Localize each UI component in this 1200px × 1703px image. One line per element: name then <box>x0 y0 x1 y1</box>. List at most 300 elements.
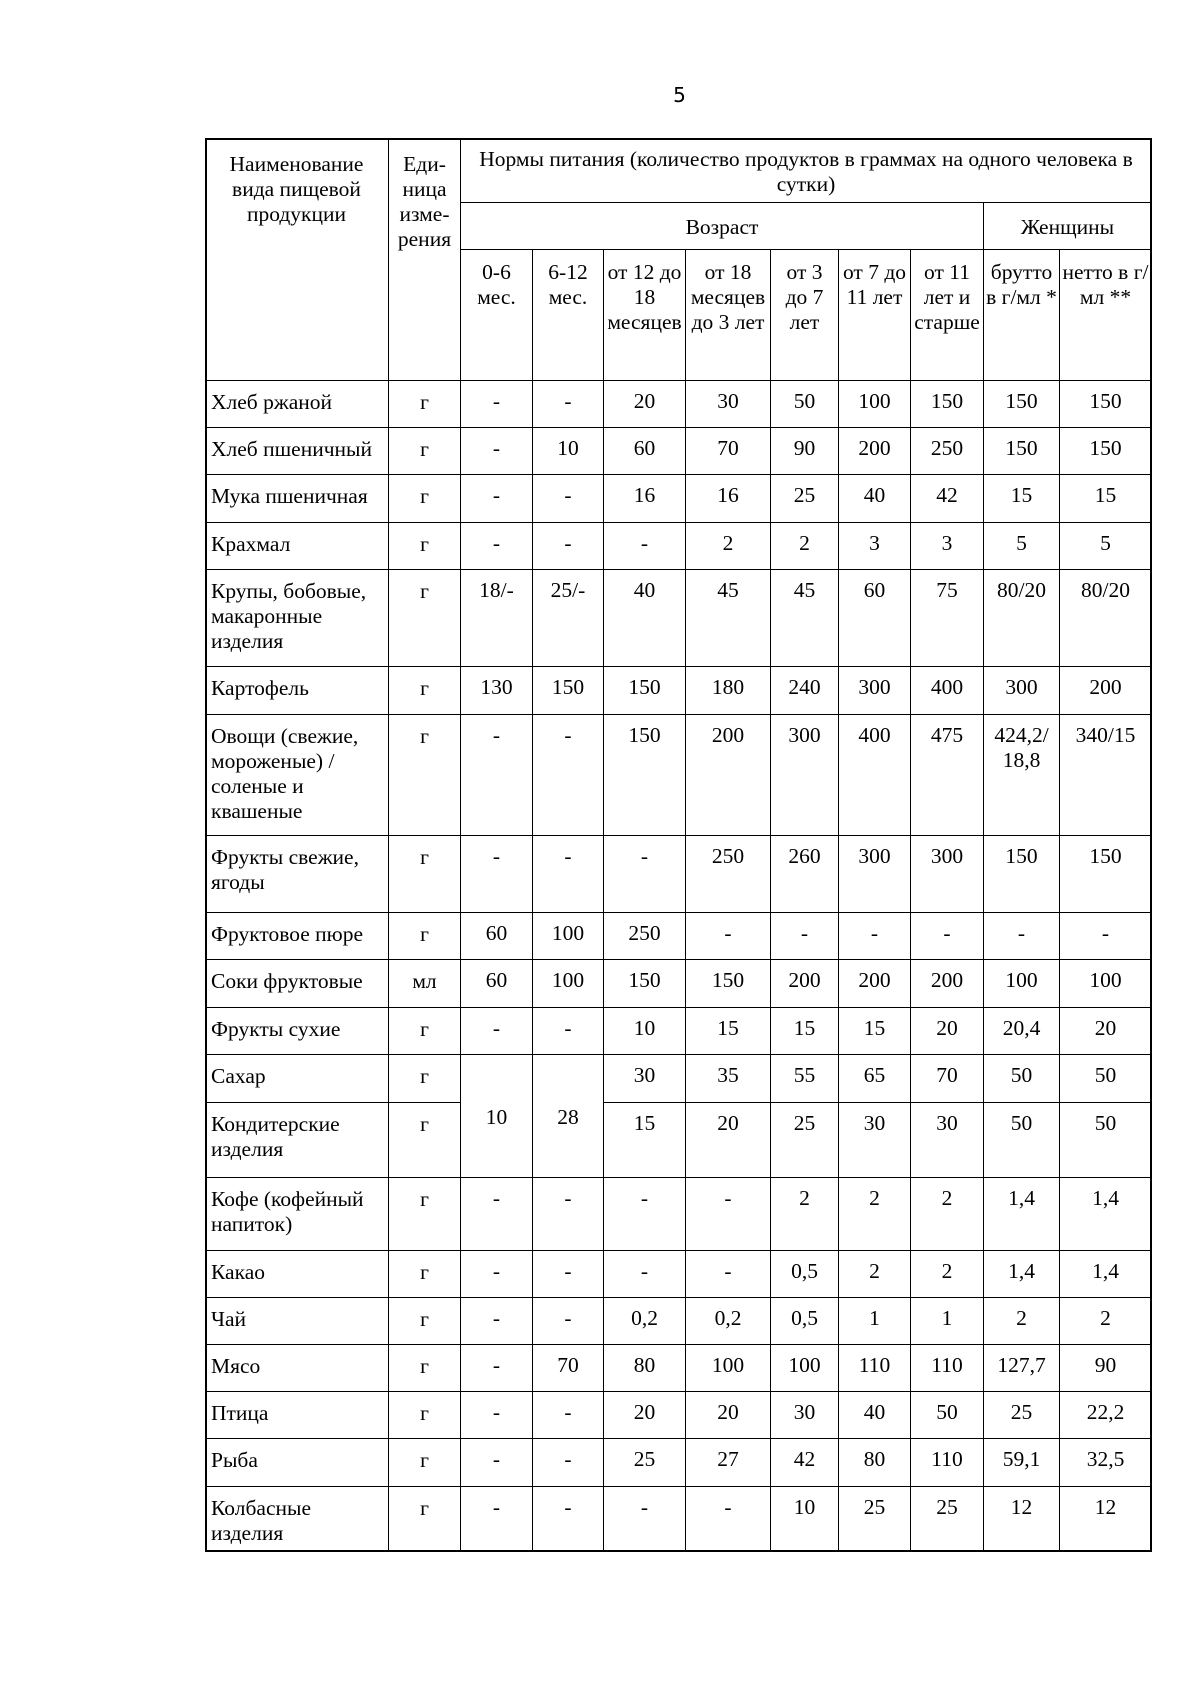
row-11-col-9 <box>1060 1008 1152 1055</box>
row-6-col-9 <box>1060 667 1152 715</box>
row-14-col-4-text: - <box>724 1186 732 1210</box>
row-9-unit <box>389 913 461 960</box>
row-5-name <box>205 570 389 667</box>
row-14-col-3 <box>604 1178 686 1251</box>
row-12-col-4 <box>686 1055 771 1103</box>
row-13-col-4 <box>686 1103 771 1178</box>
row-10-col-5 <box>771 960 839 1008</box>
row-17-col-1 <box>461 1345 533 1392</box>
row-12-col-5-text: 55 <box>793 1063 816 1087</box>
header-age-col-2-text: 6-12 мес. <box>548 260 588 309</box>
row-20-col-6 <box>839 1487 911 1551</box>
row-4-col-9 <box>1060 523 1152 570</box>
row-13-name <box>205 1103 389 1178</box>
row-11-col-1 <box>461 1008 533 1055</box>
row-10-col-3 <box>604 960 686 1008</box>
row-3-col-5 <box>771 475 839 523</box>
row-13-col-8-text: 50 <box>1010 1111 1033 1135</box>
row-16-col-3-text: 0,2 <box>631 1306 658 1330</box>
row-18-col-3-text: 20 <box>633 1400 656 1424</box>
row-12-col-6-text: 65 <box>863 1063 886 1087</box>
row-20-col-7 <box>911 1487 984 1551</box>
row-14-col-9-text: 1,4 <box>1092 1186 1119 1210</box>
row-7-name-text: Овощи (свежие, мороженые) / соленые и квашеные <box>211 724 359 823</box>
row-14-unit <box>389 1178 461 1251</box>
row-17-col-6 <box>839 1345 911 1392</box>
row-3-col-4-text: 16 <box>717 483 739 507</box>
row-10-col-3-text: 150 <box>628 968 661 992</box>
row-15-col-2-text: - <box>564 1259 572 1283</box>
row-3-col-6 <box>839 475 911 523</box>
row-12-col-9-text: 50 <box>1094 1063 1117 1087</box>
row-20-col-5-text: 10 <box>793 1495 816 1519</box>
header-unit-text: Еди-ница изме-рения <box>397 152 452 251</box>
row-20-name-text: Колбасные изделия <box>211 1496 311 1545</box>
row-18-col-4-text: 20 <box>717 1400 739 1424</box>
row-7-unit-text: г <box>420 724 429 748</box>
header-age-col-6 <box>839 250 911 381</box>
row-4-col-1 <box>461 523 533 570</box>
row-15-name <box>205 1251 389 1298</box>
row-1-col-4 <box>686 381 771 428</box>
row-4-col-8-text: 5 <box>1016 531 1027 555</box>
row-14-col-5-text: 2 <box>799 1186 810 1210</box>
row-8-col-5 <box>771 836 839 913</box>
row-11-name <box>205 1008 389 1055</box>
row-16-col-8 <box>984 1298 1060 1345</box>
row-8-unit <box>389 836 461 913</box>
row-10-unit <box>389 960 461 1008</box>
row-6-col-4 <box>686 667 771 715</box>
row-20-col-5 <box>771 1487 839 1551</box>
row-3-unit <box>389 475 461 523</box>
merged-sugar-confectionery-col-1 <box>461 1055 533 1178</box>
row-16-name <box>205 1298 389 1345</box>
row-15-col-7-text: 2 <box>941 1259 953 1283</box>
row-1-col-7-text: 150 <box>930 389 964 413</box>
row-7-col-6 <box>839 715 911 836</box>
row-3-col-3 <box>604 475 686 523</box>
row-6-col-5 <box>771 667 839 715</box>
row-18-col-8 <box>984 1392 1060 1439</box>
row-13-col-9-text: 50 <box>1094 1111 1117 1135</box>
row-17-unit <box>389 1345 461 1392</box>
header-product-name-text: Наименование вида пищевой продукции <box>229 152 364 226</box>
row-5-col-2 <box>533 570 604 667</box>
row-11-col-2-text: - <box>564 1016 572 1040</box>
row-10-col-5-text: 200 <box>788 968 821 992</box>
row-19-col-3-text: 25 <box>633 1447 656 1471</box>
row-16-col-1 <box>461 1298 533 1345</box>
row-14-col-7-text: 2 <box>941 1186 953 1210</box>
row-9-col-2 <box>533 913 604 960</box>
row-13-name-text: Кондитерские изделия <box>211 1112 340 1161</box>
row-3-col-2 <box>533 475 604 523</box>
row-17-col-7-text: 110 <box>931 1353 963 1377</box>
row-5-col-9 <box>1060 570 1152 667</box>
row-9-col-4 <box>686 913 771 960</box>
row-6-col-3 <box>604 667 686 715</box>
row-9-col-8 <box>984 913 1060 960</box>
row-13-col-5 <box>771 1103 839 1178</box>
row-2-name-text: Хлеб пшеничный <box>211 437 372 461</box>
row-3-col-5-text: 25 <box>793 483 816 507</box>
table-frame-right <box>1150 138 1152 1552</box>
row-1-name <box>205 381 389 428</box>
row-20-unit <box>389 1487 461 1551</box>
row-17-col-5 <box>771 1345 839 1392</box>
merged-sugar-confectionery-col-2 <box>533 1055 604 1178</box>
row-16-col-6-text: 1 <box>869 1306 880 1330</box>
header-age-col-4 <box>686 250 771 381</box>
header-age-col-7 <box>911 250 984 381</box>
row-5-col-8-text: 80/20 <box>997 578 1046 602</box>
row-3-col-9 <box>1060 475 1152 523</box>
row-18-col-2-text: - <box>564 1400 572 1424</box>
row-14-col-5 <box>771 1178 839 1251</box>
row-8-name-text: Фрукты свежие, ягоды <box>211 845 359 894</box>
row-6-col-3-text: 150 <box>628 675 661 699</box>
row-2-col-5-text: 90 <box>793 436 816 460</box>
row-14-col-2 <box>533 1178 604 1251</box>
row-14-col-6 <box>839 1178 911 1251</box>
row-18-col-7 <box>911 1392 984 1439</box>
row-17-col-4-text: 100 <box>711 1353 745 1377</box>
row-20-col-2 <box>533 1487 604 1551</box>
row-12-col-6 <box>839 1055 911 1103</box>
row-15-name-text: Какао <box>211 1260 266 1284</box>
row-3-col-2-text: - <box>564 483 572 507</box>
row-15-col-1 <box>461 1251 533 1298</box>
row-15-col-6-text: 2 <box>869 1259 880 1283</box>
row-18-col-7-text: 50 <box>936 1400 958 1424</box>
row-2-col-9-text: 150 <box>1089 436 1122 460</box>
row-16-col-2-text: - <box>564 1306 572 1330</box>
row-7-col-6-text: 400 <box>858 723 891 747</box>
row-18-name <box>205 1392 389 1439</box>
row-4-col-4-text: 2 <box>722 531 734 555</box>
row-16-col-4 <box>686 1298 771 1345</box>
row-2-col-8-text: 150 <box>1005 436 1038 460</box>
row-17-col-3 <box>604 1345 686 1392</box>
row-8-col-2-text: - <box>564 844 572 868</box>
row-16-unit-text: г <box>420 1307 429 1331</box>
row-6-col-1-text: 130 <box>480 675 513 699</box>
row-11-col-3-text: 10 <box>633 1016 656 1040</box>
header-women-col-2 <box>1060 250 1152 381</box>
row-5-col-9-text: 80/20 <box>1081 578 1130 602</box>
row-11-col-7-text: 20 <box>936 1016 958 1040</box>
row-18-name-text: Птица <box>211 1401 269 1425</box>
header-women-col-1 <box>984 250 1060 381</box>
row-18-col-9 <box>1060 1392 1152 1439</box>
row-7-col-8-text: 424,2/ 18,8 <box>994 723 1049 772</box>
row-8-col-1-text: - <box>492 844 501 868</box>
row-14-col-8 <box>984 1178 1060 1251</box>
row-4-col-6 <box>839 523 911 570</box>
row-20-col-8 <box>984 1487 1060 1551</box>
row-3-name <box>205 475 389 523</box>
header-product-name <box>205 138 389 381</box>
row-16-col-9 <box>1060 1298 1152 1345</box>
row-12-unit-text: г <box>420 1064 429 1088</box>
row-18-col-3 <box>604 1392 686 1439</box>
row-6-col-8 <box>984 667 1060 715</box>
row-19-col-6-text: 80 <box>863 1447 886 1471</box>
row-10-col-7-text: 200 <box>930 968 964 992</box>
row-13-unit-text: г <box>420 1112 429 1136</box>
row-9-col-3 <box>604 913 686 960</box>
row-11-col-1-text: - <box>492 1016 501 1040</box>
row-14-name-text: Кофе (кофейный напиток) <box>211 1187 364 1236</box>
row-5-col-6 <box>839 570 911 667</box>
row-19-name <box>205 1439 389 1487</box>
row-8-col-3-text: - <box>640 844 649 868</box>
row-11-col-9-text: 20 <box>1094 1016 1117 1040</box>
row-5-col-4 <box>686 570 771 667</box>
row-16-col-9-text: 2 <box>1100 1306 1111 1330</box>
row-5-col-1-text: 18/- <box>479 578 514 602</box>
row-15-col-9-text: 1,4 <box>1092 1259 1119 1283</box>
row-19-col-4-text: 27 <box>717 1447 739 1471</box>
row-12-col-9 <box>1060 1055 1152 1103</box>
row-19-unit-text: г <box>420 1448 429 1472</box>
header-age-text: Возраст <box>685 215 759 239</box>
row-20-col-4-text: - <box>724 1495 732 1519</box>
row-19-col-4 <box>686 1439 771 1487</box>
row-17-col-5-text: 100 <box>788 1353 821 1377</box>
row-15-unit-text: г <box>420 1260 429 1284</box>
row-17-col-8 <box>984 1345 1060 1392</box>
row-11-col-5-text: 15 <box>793 1016 816 1040</box>
row-14-col-1 <box>461 1178 533 1251</box>
row-8-col-1 <box>461 836 533 913</box>
row-7-col-1 <box>461 715 533 836</box>
row-16-col-1-text: - <box>492 1306 501 1330</box>
row-9-col-1 <box>461 913 533 960</box>
row-15-col-7 <box>911 1251 984 1298</box>
row-9-col-1-text: 60 <box>485 921 508 945</box>
row-3-unit-text: г <box>420 484 429 508</box>
row-16-unit <box>389 1298 461 1345</box>
row-10-col-7 <box>911 960 984 1008</box>
row-4-unit <box>389 523 461 570</box>
row-7-col-4-text: 200 <box>711 723 745 747</box>
row-13-col-7 <box>911 1103 984 1178</box>
row-12-unit <box>389 1055 461 1103</box>
row-5-col-3-text: 40 <box>633 578 656 602</box>
header-age-col-6-text: от 7 до 11 лет <box>842 260 907 309</box>
row-19-unit <box>389 1439 461 1487</box>
row-19-col-5 <box>771 1439 839 1487</box>
header-women-text: Женщины <box>1020 215 1115 239</box>
row-1-col-3 <box>604 381 686 428</box>
row-8-col-4-text: 250 <box>711 844 745 868</box>
row-2-col-7 <box>911 428 984 475</box>
row-20-col-3 <box>604 1487 686 1551</box>
merged-sugar-confectionery-col-1-text: 10 <box>485 1105 508 1129</box>
row-6-col-8-text: 300 <box>1005 675 1038 699</box>
row-11-col-8 <box>984 1008 1060 1055</box>
row-18-unit <box>389 1392 461 1439</box>
row-18-col-2 <box>533 1392 604 1439</box>
row-4-name <box>205 523 389 570</box>
row-13-col-7-text: 30 <box>936 1111 958 1135</box>
row-4-col-9-text: 5 <box>1100 531 1111 555</box>
row-4-col-3 <box>604 523 686 570</box>
row-6-col-2 <box>533 667 604 715</box>
row-11-name-text: Фрукты сухие <box>211 1017 341 1041</box>
header-norms-text: Нормы питания (количество продуктов в граммах на одного человека в сутки) <box>479 147 1133 196</box>
row-4-unit-text: г <box>420 532 429 556</box>
row-12-col-8-text: 50 <box>1010 1063 1033 1087</box>
row-5-col-3 <box>604 570 686 667</box>
row-15-col-1-text: - <box>492 1259 501 1283</box>
row-1-col-8-text: 150 <box>1005 389 1038 413</box>
row-16-col-8-text: 2 <box>1016 1306 1027 1330</box>
row-16-col-6 <box>839 1298 911 1345</box>
row-12-col-8 <box>984 1055 1060 1103</box>
row-7-col-3 <box>604 715 686 836</box>
row-19-col-1-text: - <box>492 1447 501 1471</box>
row-4-col-6-text: 3 <box>869 531 880 555</box>
row-20-unit-text: г <box>420 1496 429 1520</box>
row-7-unit <box>389 715 461 836</box>
row-8-col-7-text: 300 <box>930 844 964 868</box>
row-18-col-9-text: 22,2 <box>1086 1400 1125 1424</box>
row-19-col-9-text: 32,5 <box>1086 1447 1125 1471</box>
row-6-unit <box>389 667 461 715</box>
row-5-unit <box>389 570 461 667</box>
row-20-col-4 <box>686 1487 771 1551</box>
row-9-col-3-text: 250 <box>628 921 661 945</box>
row-17-unit-text: г <box>420 1354 429 1378</box>
row-1-col-2-text: - <box>564 389 572 413</box>
row-6-col-7-text: 400 <box>930 675 964 699</box>
row-17-col-3-text: 80 <box>633 1353 656 1377</box>
row-19-col-2 <box>533 1439 604 1487</box>
row-2-col-7-text: 250 <box>930 436 964 460</box>
header-women-col-2-text: нетто в г/мл ** <box>1062 260 1149 309</box>
row-10-col-2 <box>533 960 604 1008</box>
row-19-col-9 <box>1060 1439 1152 1487</box>
row-6-col-6-text: 300 <box>858 675 891 699</box>
row-13-col-4-text: 20 <box>717 1111 739 1135</box>
row-7-col-3-text: 150 <box>628 723 661 747</box>
header-age-col-1-text: 0-6 мес. <box>477 260 516 309</box>
row-7-col-5 <box>771 715 839 836</box>
row-19-col-8 <box>984 1439 1060 1487</box>
row-9-col-7 <box>911 913 984 960</box>
row-13-col-9 <box>1060 1103 1152 1178</box>
row-2-col-5 <box>771 428 839 475</box>
row-11-col-4 <box>686 1008 771 1055</box>
row-11-col-6-text: 15 <box>863 1016 886 1040</box>
row-17-col-2 <box>533 1345 604 1392</box>
row-11-unit-text: г <box>420 1017 429 1041</box>
row-20-col-7-text: 25 <box>936 1495 958 1519</box>
row-9-col-5 <box>771 913 839 960</box>
row-3-name-text: Мука пшеничная <box>211 484 368 508</box>
row-1-col-2 <box>533 381 604 428</box>
header-norms <box>461 138 1152 203</box>
row-1-col-9 <box>1060 381 1152 428</box>
row-17-col-9-text: 90 <box>1094 1353 1117 1377</box>
row-2-unit-text: г <box>420 437 429 461</box>
row-19-col-1 <box>461 1439 533 1487</box>
row-6-col-6 <box>839 667 911 715</box>
row-17-col-4 <box>686 1345 771 1392</box>
row-17-col-9 <box>1060 1345 1152 1392</box>
row-5-col-2-text: 25/- <box>550 578 586 602</box>
row-8-col-4 <box>686 836 771 913</box>
row-8-col-9-text: 150 <box>1089 844 1122 868</box>
row-20-col-2-text: - <box>564 1495 572 1519</box>
row-3-col-7-text: 42 <box>936 483 958 507</box>
row-1-col-6-text: 100 <box>858 389 891 413</box>
row-3-col-4 <box>686 475 771 523</box>
row-9-col-8-text: - <box>1017 921 1026 945</box>
row-6-name-text: Картофель <box>211 676 309 700</box>
row-8-col-8-text: 150 <box>1005 844 1038 868</box>
row-10-col-9-text: 100 <box>1089 968 1122 992</box>
row-16-col-5-text: 0,5 <box>791 1306 818 1330</box>
row-7-col-5-text: 300 <box>788 723 821 747</box>
row-2-col-4 <box>686 428 771 475</box>
row-9-name <box>205 913 389 960</box>
row-6-col-4-text: 180 <box>711 675 745 699</box>
row-4-col-5-text: 2 <box>799 531 810 555</box>
row-4-col-3-text: - <box>640 531 649 555</box>
row-13-col-3 <box>604 1103 686 1178</box>
header-age-col-4-text: от 18 месяцев до 3 лет <box>690 260 766 334</box>
row-6-col-5-text: 240 <box>788 675 821 699</box>
row-3-col-8 <box>984 475 1060 523</box>
row-1-col-8 <box>984 381 1060 428</box>
row-10-col-1 <box>461 960 533 1008</box>
row-15-col-6 <box>839 1251 911 1298</box>
row-9-col-2-text: 100 <box>551 921 585 945</box>
row-18-col-1 <box>461 1392 533 1439</box>
row-11-col-7 <box>911 1008 984 1055</box>
row-14-col-3-text: - <box>640 1186 649 1210</box>
row-4-col-7-text: 3 <box>941 531 953 555</box>
row-7-col-9-text: 340/15 <box>1075 723 1136 747</box>
row-18-col-6-text: 40 <box>863 1400 886 1424</box>
header-age-col-5-text: от 3 до 7 лет <box>785 260 824 334</box>
row-2-col-9 <box>1060 428 1152 475</box>
row-15-col-5 <box>771 1251 839 1298</box>
row-7-col-7-text: 475 <box>930 723 964 747</box>
row-6-col-1 <box>461 667 533 715</box>
row-18-unit-text: г <box>420 1401 429 1425</box>
row-5-col-5-text: 45 <box>793 578 816 602</box>
header-women <box>984 203 1152 250</box>
page-number: 5 <box>673 83 686 107</box>
row-9-name-text: Фруктовое пюре <box>211 922 364 946</box>
row-11-unit <box>389 1008 461 1055</box>
row-1-col-1-text: - <box>492 389 501 413</box>
row-16-col-7-text: 1 <box>941 1306 953 1330</box>
row-4-col-4 <box>686 523 771 570</box>
row-18-col-1-text: - <box>492 1400 501 1424</box>
row-8-col-7 <box>911 836 984 913</box>
row-2-col-8 <box>984 428 1060 475</box>
row-2-col-4-text: 70 <box>717 436 739 460</box>
row-11-col-3 <box>604 1008 686 1055</box>
row-16-col-5 <box>771 1298 839 1345</box>
row-9-col-6-text: - <box>870 921 879 945</box>
